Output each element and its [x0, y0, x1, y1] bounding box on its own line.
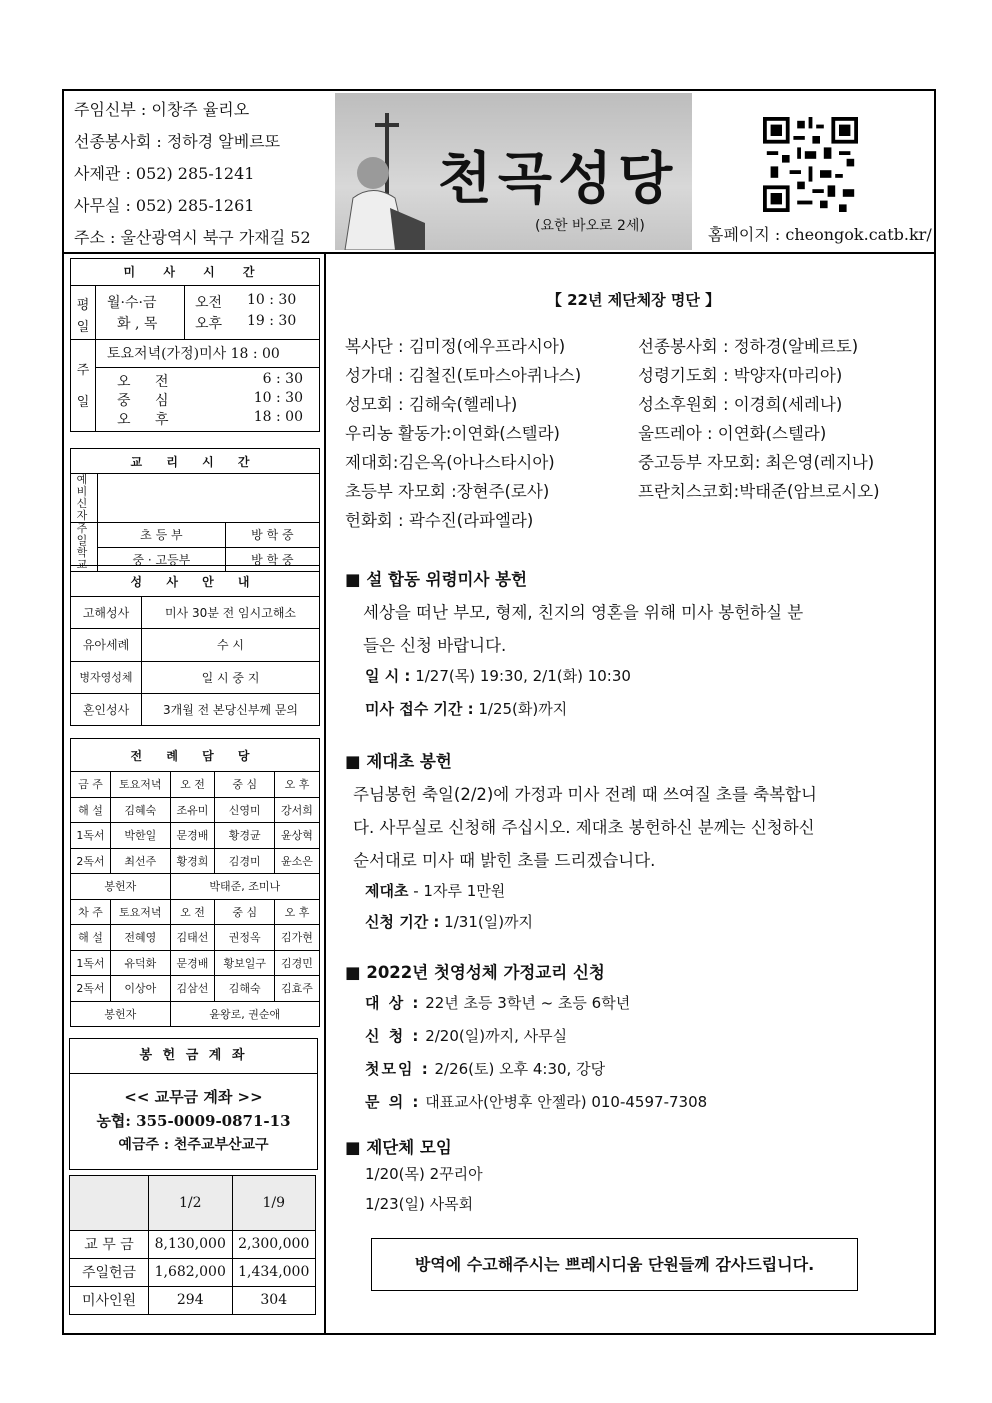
org-left-6: 초등부 자모회 :장현주(로사) [345, 482, 550, 501]
memorial-mass-period-label: 미사 접수 기간 : [365, 700, 474, 718]
first-communion-row-3 [365, 1058, 605, 1079]
liturgy-table [70, 738, 320, 1027]
org-right-4: 울뜨레아 : 이연화(스텔라) [638, 424, 827, 443]
liturgy-this-week-cell-2-3: 김경미 [215, 848, 275, 874]
org-list-title: 【 22년 제단체장 명단 】 [546, 291, 721, 309]
sacraments-table [70, 565, 320, 726]
liturgy-next-week-cell-0-0: 해 설 [71, 925, 111, 951]
liturgy-next-week-header-2: 오 전 [170, 899, 215, 925]
sacrament-name-1: 고해성사 [71, 597, 142, 629]
mass-times-box [70, 258, 320, 432]
liturgy-next-week-header-3: 중 심 [215, 899, 275, 925]
sunday-school-label: 주 일 학 교 [71, 523, 98, 572]
liturgy-this-week-cell-1-1: 박한일 [111, 823, 171, 849]
memorial-mass-body-1: 세상을 떠난 부모, 형제, 친지의 영혼을 위해 미사 봉헌하실 분 [363, 603, 804, 622]
liturgy-next-week-cell-1-4: 김경민 [274, 950, 319, 976]
finance-table [69, 1175, 316, 1315]
homepage-link[interactable]: 홈페이지 : cheongok.catb.kr/ [708, 225, 932, 244]
first-communion-label-2: 신 청 : [365, 1027, 421, 1045]
finance-label-3: 미사인원 [70, 1286, 149, 1314]
first-communion-value-3: 2/26(토) 오후 4:30, 강당 [429, 1060, 606, 1078]
org-left-2: 성가대 : 김철진(토마스아퀴나스) [345, 366, 582, 385]
finance-value-3-1: 294 [149, 1286, 233, 1314]
memorial-mass-heading: ■ 설 합동 위령미사 봉헌 [345, 570, 528, 589]
first-communion-row-4 [365, 1091, 707, 1112]
saturday-evening-mass: 토요저녁(가정)미사 18 : 00 [107, 346, 280, 362]
org-left-7: 헌화회 : 곽수진(라파엘라) [345, 511, 534, 530]
sunday-label-1: 오 전 [117, 374, 179, 390]
liturgy-this-week-cell-0-0: 해 설 [71, 797, 111, 823]
weekday-time-2: 19 : 30 [247, 313, 297, 329]
liturgy-this-week-cell-1-2: 문경배 [170, 823, 215, 849]
liturgy-this-week-header-1: 토요저녁 [111, 772, 171, 798]
memorial-mass-when: 1/27(목) 19:30, 2/1(화) 10:30 [410, 667, 631, 685]
weekday-days-2: 화 , 목 [117, 316, 158, 332]
bank-account-box [69, 1038, 318, 1170]
org-left-1: 복사단 : 김미정(에우프라시아) [345, 337, 566, 356]
address: 주소 : 울산광역시 북구 가재길 52 [74, 228, 311, 247]
finance-label-1: 교 무 금 [70, 1230, 149, 1258]
sacrament-value-2: 수 시 [142, 629, 320, 661]
first-communion-heading: ■ 2022년 첫영성체 가정교리 신청 [345, 963, 605, 982]
pope-image [335, 113, 427, 250]
liturgy-next-week-cell-1-1: 유덕화 [111, 950, 171, 976]
rectory-phone: 사제관 : 052) 285-1241 [74, 164, 255, 183]
liturgy-next-week-offering: 윤왕로, 권순애 [170, 1001, 319, 1027]
first-communion-label-4: 문 의 : [365, 1093, 421, 1111]
first-communion-row-1 [365, 992, 630, 1013]
church-name: 천곡성당 [437, 146, 679, 212]
first-communion-label-3: 첫모임 : [365, 1060, 430, 1078]
liturgy-this-week-offering-label: 봉헌자 [71, 874, 171, 900]
bank-holder: 예금주 : 천주교부산교구 [118, 1137, 269, 1153]
pre-catechumen-label: 예 비 신 자 [71, 474, 98, 523]
weekday-ampm-2: 오후 [195, 316, 223, 332]
liturgy-this-week-cell-0-3: 신영미 [215, 797, 275, 823]
catechism-time-2: 방 학 중 [225, 547, 319, 572]
weekday-time-1: 10 : 30 [247, 292, 297, 308]
column-divider [324, 252, 326, 1335]
catechism-grade-1: 초 등 부 [98, 523, 226, 548]
org-right-6: 프란치스코회:박태준(암브로시오) [638, 482, 880, 501]
liturgy-this-week-cell-0-1: 김혜숙 [111, 797, 171, 823]
liturgy-next-week-cell-0-1: 전혜영 [111, 925, 171, 951]
weekday-days-1: 월·수·금 [107, 295, 157, 311]
org-right-2: 성령기도회 : 박양자(마리아) [638, 366, 843, 385]
finance-date-2: 1/9 [232, 1176, 316, 1231]
finance-value-1-1: 8,130,000 [149, 1230, 233, 1258]
liturgy-next-week-cell-2-3: 김해숙 [215, 976, 275, 1002]
org-left-5: 제대회:김은옥(아나스타시아) [345, 453, 555, 472]
altar-candle-period-label: 신청 기간 : [365, 913, 440, 931]
first-communion-value-1: 22년 초등 3학년 ~ 초등 6학년 [420, 994, 631, 1012]
group-meetings-heading: ■ 제단체 모임 [345, 1138, 452, 1157]
liturgy-this-week-cell-1-0: 1독서 [71, 823, 111, 849]
org-right-5: 중고등부 자모회: 최은영(레지나) [638, 453, 875, 472]
sunday-label-3: 오 후 [117, 412, 179, 428]
sunday-label-2: 중 심 [117, 393, 179, 409]
sunday-time-1: 6 : 30 [262, 371, 303, 387]
catechism-title: 교 리 시 간 [71, 449, 320, 474]
liturgy-next-week-cell-2-1: 이상아 [111, 976, 171, 1002]
liturgy-this-week-cell-2-0: 2독서 [71, 848, 111, 874]
finance-value-3-2: 304 [232, 1286, 316, 1314]
liturgy-this-week-cell-0-4: 강서희 [274, 797, 319, 823]
church-banner [335, 93, 692, 250]
sacrament-name-3: 병자영성체 [71, 661, 142, 693]
sacrament-name-2: 유아세례 [71, 629, 142, 661]
liturgy-next-week-cell-1-2: 문경배 [170, 950, 215, 976]
sacraments-title: 성 사 안 내 [71, 566, 320, 597]
first-communion-label-1: 대 상 : [365, 994, 421, 1012]
finance-date-1: 1/2 [149, 1176, 233, 1231]
org-left-3: 성모회 : 김해숙(헬레나) [345, 395, 518, 414]
sacrament-value-3: 일 시 중 지 [142, 661, 320, 693]
bank-account-number: 농협: 355-0009-0871-13 [96, 1112, 291, 1130]
liturgy-next-week-cell-2-2: 김삼선 [170, 976, 215, 1002]
group-meeting-1: 1/20(목) 2꾸리아 [365, 1165, 483, 1183]
bank-heading: << 교무금 계좌 >> [124, 1088, 263, 1106]
qr-code-icon [763, 117, 858, 212]
sunday-time-3: 18 : 00 [253, 409, 303, 425]
liturgy-this-week-cell-2-1: 최선주 [111, 848, 171, 874]
liturgy-this-week-cell-2-2: 황경희 [170, 848, 215, 874]
liturgy-next-week-cell-1-0: 1독서 [71, 950, 111, 976]
pastor-info: 주임신부 : 이창주 율리오 [74, 100, 250, 119]
bank-title: 봉 헌 금 계 좌 [70, 1039, 317, 1074]
liturgy-next-week-cell-0-2: 김태선 [170, 925, 215, 951]
sunday-time-2: 10 : 30 [253, 390, 303, 406]
sacrament-value-1: 미사 30분 전 임시고해소 [142, 597, 320, 629]
liturgy-next-week-cell-0-4: 김가현 [274, 925, 319, 951]
liturgy-this-week-header-3: 중 심 [215, 772, 275, 798]
liturgy-this-week-cell-1-3: 황경균 [215, 823, 275, 849]
group-meeting-2: 1/23(일) 사목회 [365, 1195, 474, 1213]
liturgy-this-week-cell-1-4: 윤상혁 [274, 823, 319, 849]
liturgy-this-week-header-0: 금 주 [71, 772, 111, 798]
liturgy-next-week-header-1: 토요저녁 [111, 899, 171, 925]
liturgy-next-week-cell-2-4: 김효주 [274, 976, 319, 1002]
liturgy-next-week-header-0: 차 주 [71, 899, 111, 925]
patron-name: (요한 바오로 2세) [535, 218, 645, 234]
funeral-committee-info: 선종봉사회 : 정하경 알베르또 [74, 132, 281, 151]
finance-value-1-2: 2,300,000 [232, 1230, 316, 1258]
org-right-3: 성소후원회 : 이경희(세레나) [638, 395, 843, 414]
org-right-1: 선종봉사회 : 정하경(알베르토) [638, 337, 859, 356]
liturgy-this-week-header-4: 오 후 [274, 772, 319, 798]
liturgy-next-week-header-4: 오 후 [274, 899, 319, 925]
sacrament-name-4: 혼인성사 [71, 693, 142, 725]
sunday-label: 주일 [76, 363, 90, 410]
finance-corner [70, 1176, 149, 1231]
altar-candle-body-1: 주님봉헌 축일(2/2)에 가정과 미사 전례 때 쓰여질 초를 축복합니 [353, 785, 817, 804]
memorial-mass-body-2: 들은 신청 바랍니다. [363, 636, 507, 655]
header-divider [62, 252, 936, 254]
liturgy-next-week-cell-2-0: 2독서 [71, 976, 111, 1002]
org-left-4: 우리농 활동가:이연화(스텔라) [345, 424, 560, 443]
finance-label-2: 주일헌금 [70, 1258, 149, 1286]
office-phone: 사무실 : 052) 285-1261 [74, 196, 255, 215]
memorial-mass-period: 1/25(화)까지 [473, 700, 568, 718]
altar-candle-body-2: 다. 사무실로 신청해 주십시오. 제대초 봉헌하신 분께는 신청하신 [353, 818, 815, 837]
first-communion-row-2 [365, 1025, 567, 1046]
altar-candle-price: - 1자루 1만원 [408, 882, 506, 900]
liturgy-this-week-cell-0-2: 조유미 [170, 797, 215, 823]
catechism-grade-2: 중 · 고등부 [98, 547, 226, 572]
liturgy-this-week-header-2: 오 전 [170, 772, 215, 798]
thanks-box: 방역에 수고해주시는 쁘레시디움 단원들께 감사드립니다. [371, 1238, 858, 1291]
catechism-table [70, 448, 320, 572]
finance-value-2-1: 1,682,000 [149, 1258, 233, 1286]
finance-value-2-2: 1,434,000 [232, 1258, 316, 1286]
liturgy-next-week-offering-label: 봉헌자 [71, 1001, 171, 1027]
memorial-mass-when-label: 일 시 : [365, 667, 411, 685]
altar-candle-body-3: 순서대로 미사 때 밝힌 초를 드리겠습니다. [353, 851, 656, 870]
liturgy-next-week-cell-0-3: 권정옥 [215, 925, 275, 951]
sacrament-value-4: 3개월 전 본당신부께 문의 [142, 693, 320, 725]
altar-candle-period: 1/31(일)까지 [439, 913, 534, 931]
first-communion-value-4: 대표교사(안병후 안젤라) 010-4597-7308 [420, 1093, 708, 1111]
altar-candle-price-label: 제대초 [365, 882, 409, 900]
first-communion-value-2: 2/20(일)까지, 사무실 [420, 1027, 568, 1045]
liturgy-this-week-cell-2-4: 윤소은 [274, 848, 319, 874]
liturgy-this-week-offering: 박태준, 조미나 [170, 874, 319, 900]
weekday-ampm-1: 오전 [195, 295, 223, 311]
liturgy-next-week-cell-1-3: 황보일구 [215, 950, 275, 976]
mass-times-title: 미 사 시 간 [71, 259, 319, 286]
weekday-label: 평일 [76, 298, 90, 335]
liturgy-title: 전 례 담 당 [71, 739, 320, 772]
catechism-time-1: 방 학 중 [225, 523, 319, 548]
altar-candle-heading: ■ 제대초 봉헌 [345, 752, 452, 771]
